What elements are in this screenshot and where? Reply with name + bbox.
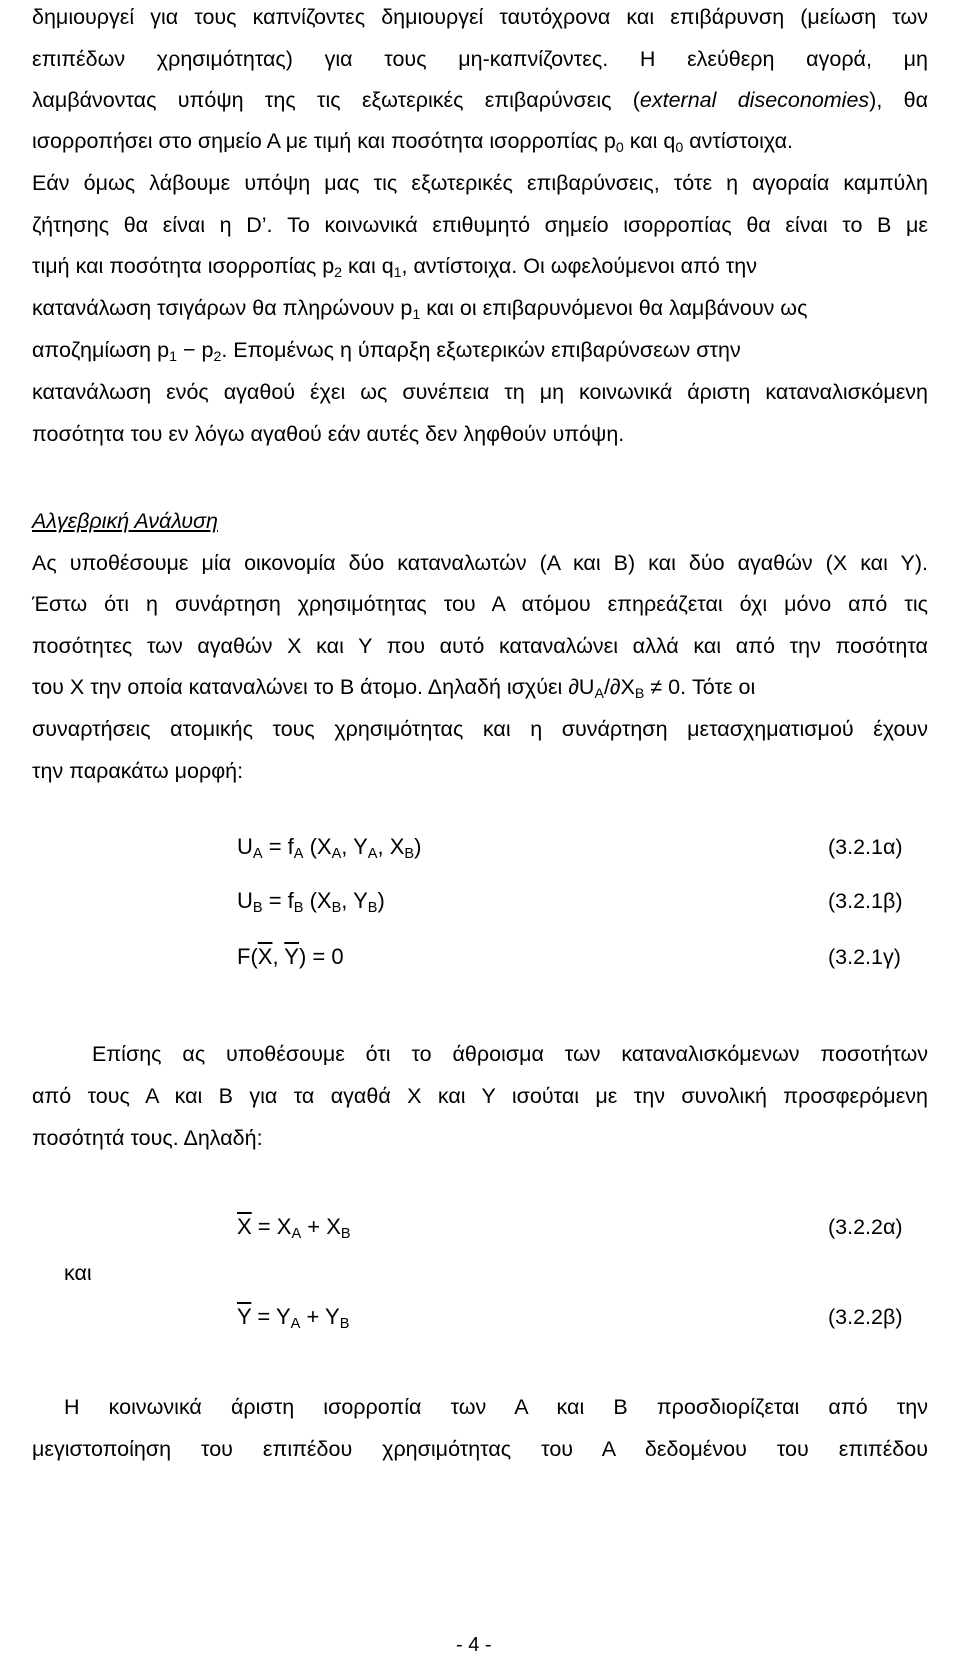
text-line: Εάν όμως λάβουμε υπόψη μας τις εξωτερικές επιβαρύνσεις, τότε η αγοραία καμπύλη (32, 171, 928, 195)
equation-3-2-1b: $U_B = f_B$ ($X_B$, $Y_B$) (237, 888, 385, 917)
text-line: την παρακάτω μορφή: (32, 759, 244, 783)
equation-3-2-2a: $\overline{X} = X_A + X_B$ (237, 1214, 351, 1243)
text-line: επιπέδων χρησιμότητας) για τους μη-καπνίζοντες. Η ελεύθερη αγορά, μη (32, 47, 928, 71)
equation-number: (3.2.1γ) (828, 945, 901, 969)
equation-3-2-1c: $F(\overline{X}$, $\overline{Y}) = 0$ (237, 944, 344, 969)
text-line: κατανάλωση τσιγάρων θα πληρώνουν $p_1$ και οι επιβαρυνόμενοι θα λαμβάνουν ως (32, 296, 808, 323)
text-line: ζήτησης θα είναι η D’. Το κοινωνικά επιθυμητό σημείο ισορροπίας θα είναι το Β με (32, 213, 928, 237)
text-line: τιμή και ποσότητα ισορροπίας $p_2$ και $q_1$, αντίστοιχα. Οι ωφελούμενοι από την (32, 254, 757, 281)
equation-number: (3.2.1α) (828, 835, 903, 859)
text-line: μεγιστοποίηση του επιπέδου χρησιμότητας του Α δεδομένου του επιπέδου (32, 1437, 928, 1461)
equation-number: (3.2.1β) (828, 889, 903, 913)
text-line: του Χ την οποία καταναλώνει το Β άτομο. Δηλαδή ισχύει $\partial U_A/\partial X_B \ne 0$. Τότε οι (32, 675, 756, 702)
equation-3-2-1a: $U_A = f_A$ ($X_A$, $Y_A$, $X_B$) (237, 834, 422, 863)
text-line: ποσότητες των αγαθών Χ και Υ που αυτό καταναλώνει αλλά και από την ποσότητα (32, 634, 928, 658)
equation-number: (3.2.2β) (828, 1305, 903, 1329)
page-number: - 4 - (456, 1634, 492, 1656)
text-line: Επίσης ας υποθέσουμε ότι το άθροισμα των καταναλισκόμενων ποσοτήτων (92, 1042, 928, 1066)
section-heading: Αλγεβρική Ανάλυση (32, 509, 218, 533)
text-line: συναρτήσεις ατομικής τους χρησιμότητας και η συνάρτηση μετασχηματισμού έχουν (32, 717, 928, 741)
equation-number: (3.2.2α) (828, 1215, 903, 1239)
text-line: από τους Α και Β για τα αγαθά Χ και Υ ισούται με την συνολική προσφερόμενη (32, 1084, 928, 1108)
equation-3-2-2b: $\overline{Y} = Y_A + Y_B$ (237, 1304, 350, 1333)
text-line: δημιουργεί για τους καπνίζοντες δημιουργεί ταυτόχρονα και επιβάρυνση (μείωση των (32, 5, 928, 29)
text-line: ποσότητά τους. Δηλαδή: (32, 1126, 263, 1150)
text-line: κατανάλωση ενός αγαθού έχει ως συνέπεια τη μη κοινωνικά άριστη καταναλισκόμενη (32, 380, 928, 404)
text-line: αποζημίωση $p_1 - p_2$. Επομένως η ύπαρξη εξωτερικών επιβαρύνσεων στην (32, 338, 741, 365)
partial-derivative-expression: $\partial U_A/\partial X_B \ne 0$ (568, 675, 681, 702)
conjunction-text: και (64, 1261, 92, 1285)
text-line: Ας υποθέσουμε μία οικονομία δύο καταναλωτών (Α και Β) και δύο αγαθών (Χ και Υ). (32, 551, 928, 575)
text-line: ποσότητα του εν λόγω αγαθού εάν αυτές δεν ληφθούν υπόψη. (32, 422, 625, 446)
text-line: λαμβάνοντας υπόψη της τις εξωτερικές επιβαρύνσεις (external diseconomies), θα (32, 88, 928, 112)
text-line: Η κοινωνικά άριστη ισορροπία των Α και Β προσδιορίζεται από την (64, 1395, 928, 1419)
text-line: Έστω ότι η συνάρτηση χρησιμότητας του Α ατόμου επηρεάζεται όχι μόνο από τις (32, 592, 928, 616)
text-line: ισορροπήσει στο σημείο Α με τιμή και ποσότητα ισορροπίας $p_0$ και $q_0$ αντίστοιχα. (32, 129, 793, 156)
